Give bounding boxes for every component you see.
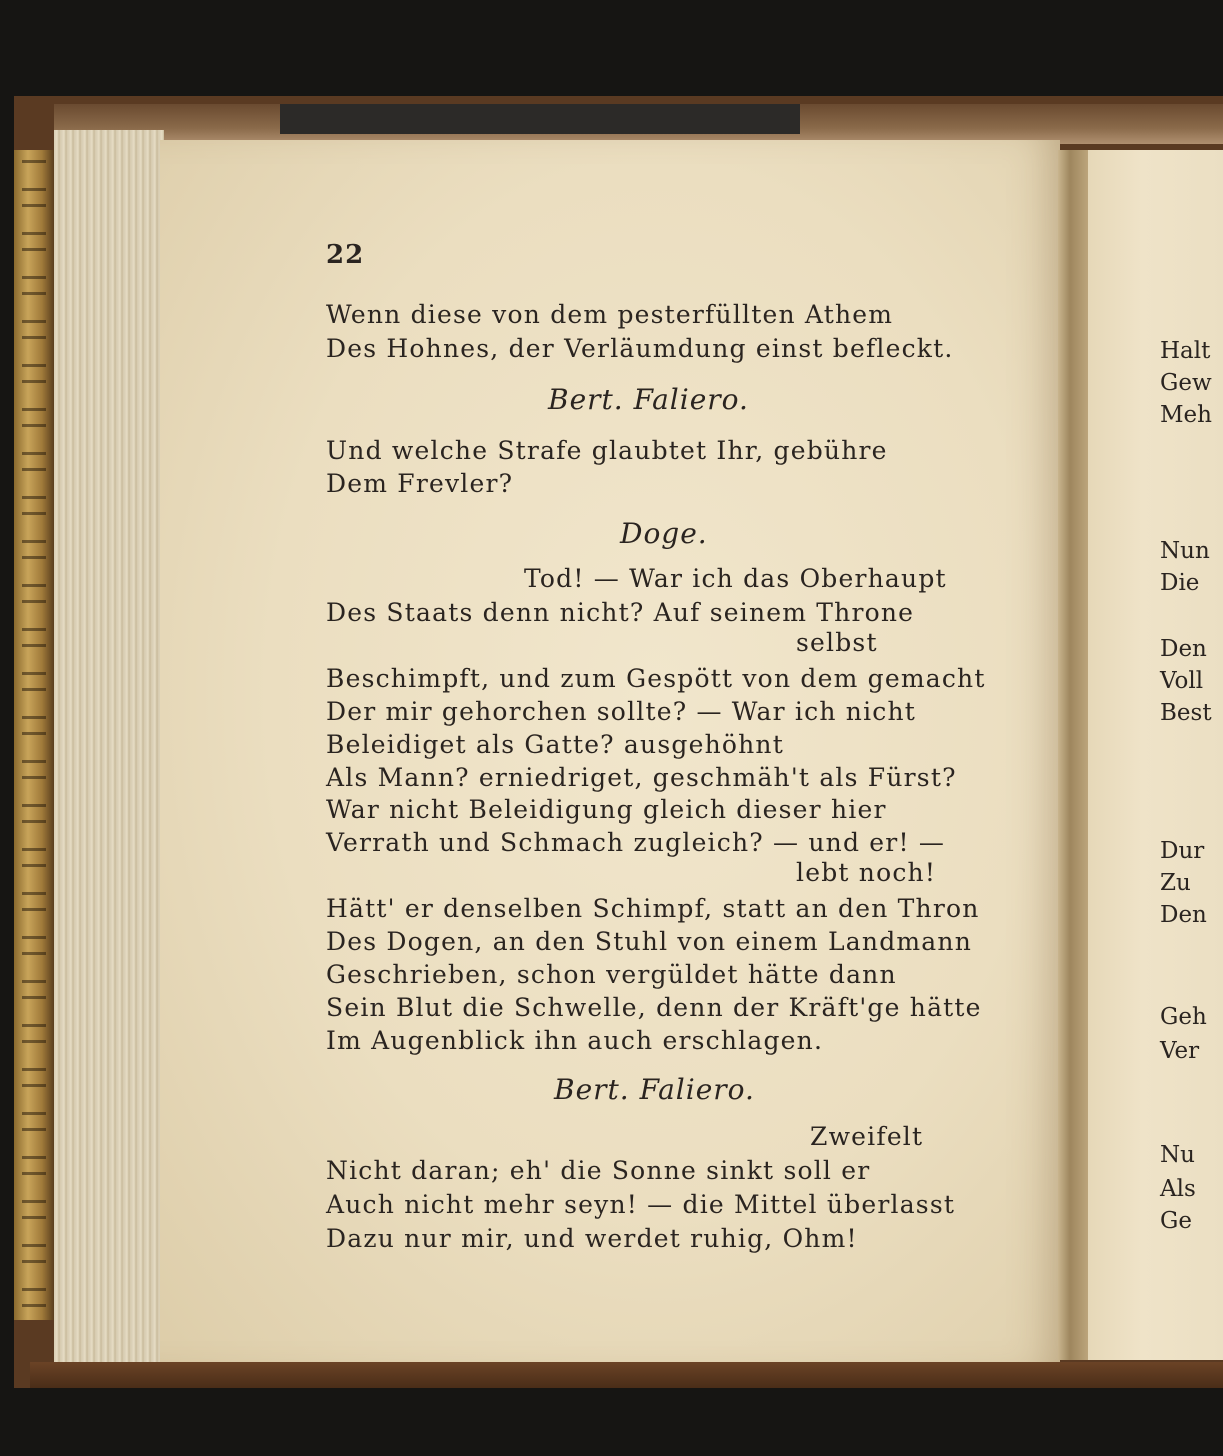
spine-ornament — [22, 160, 46, 1310]
verse-turnover: lebt noch! — [796, 858, 937, 887]
verse-turnover: selbst — [796, 628, 878, 657]
book-spine — [14, 150, 56, 1320]
book-bottom-edge — [30, 1362, 1223, 1388]
book-gutter — [1058, 150, 1088, 1360]
verse-line: Geschrieben, schon vergüldet hätte dann — [326, 960, 897, 989]
verse-line: Beschimpft, und zum Gespött von dem gemacht — [326, 664, 986, 693]
verse-line: Sein Blut die Schwelle, denn der Kräft'ge hätte — [326, 993, 982, 1022]
verse-line: Verrath und Schmach zugleich? — und er! — — [326, 828, 946, 857]
facing-fragment: Ge — [1160, 1208, 1192, 1234]
facing-fragment: Best — [1160, 700, 1212, 726]
page-edges — [54, 130, 164, 1370]
speaker-label: Doge. — [620, 517, 708, 550]
verse-line: Beleidiget als Gatte? ausgehöhnt — [326, 730, 784, 759]
verse-line: War nicht Beleidigung gleich dieser hier — [326, 795, 887, 824]
speaker-label: Bert. Faliero. — [554, 1073, 755, 1106]
facing-fragment: Nu — [1160, 1142, 1195, 1168]
verse-line: Als Mann? erniedriget, geschmäh't als Fürst? — [326, 763, 957, 792]
verse-line: Des Staats denn nicht? Auf seinem Throne — [326, 598, 915, 627]
facing-fragment: Voll — [1160, 668, 1204, 694]
verse-line: Im Augenblick ihn auch erschlagen. — [326, 1026, 824, 1055]
verse-line: Wenn diese von dem pesterfüllten Athem — [326, 300, 894, 329]
verse-line: Auch nicht mehr seyn! — die Mittel überlasst — [326, 1190, 956, 1219]
verse-line: Tod! — War ich das Oberhaupt — [524, 564, 947, 593]
facing-fragment: Geh — [1160, 1004, 1207, 1030]
book-top-shadow — [280, 104, 800, 134]
verse-line: Zweifelt — [810, 1122, 924, 1151]
verse-line: Nicht daran; eh' die Sonne sinkt soll er — [326, 1156, 871, 1185]
facing-fragment: Als — [1160, 1176, 1196, 1202]
verse-line: Dazu nur mir, und werdet ruhig, Ohm! — [326, 1224, 858, 1253]
facing-fragment: Zu — [1160, 870, 1191, 896]
facing-fragment: Halt — [1160, 338, 1211, 364]
facing-fragment: Meh — [1160, 402, 1212, 428]
facing-fragment: Ver — [1160, 1038, 1200, 1064]
speaker-label: Bert. Faliero. — [548, 383, 749, 416]
verse-line: Und welche Strafe glaubtet Ihr, gebühre — [326, 436, 888, 465]
facing-fragment: Die — [1160, 570, 1200, 596]
facing-fragment: Dur — [1160, 838, 1205, 864]
verse-line: Des Hohnes, der Verläumdung einst befleckt. — [326, 334, 954, 363]
right-page — [1088, 150, 1223, 1360]
facing-fragment: Nun — [1160, 538, 1210, 564]
verse-line: Der mir gehorchen sollte? — War ich nicht — [326, 697, 917, 726]
facing-fragment: Den — [1160, 902, 1207, 928]
verse-line: Dem Frevler? — [326, 469, 514, 498]
verse-line: Hätt' er denselben Schimpf, statt an den Thron — [326, 894, 980, 923]
page-number: 22 — [326, 240, 365, 270]
facing-fragment: Den — [1160, 636, 1207, 662]
verse-line: Des Dogen, an den Stuhl von einem Landmann — [326, 927, 973, 956]
facing-fragment: Gew — [1160, 370, 1212, 396]
